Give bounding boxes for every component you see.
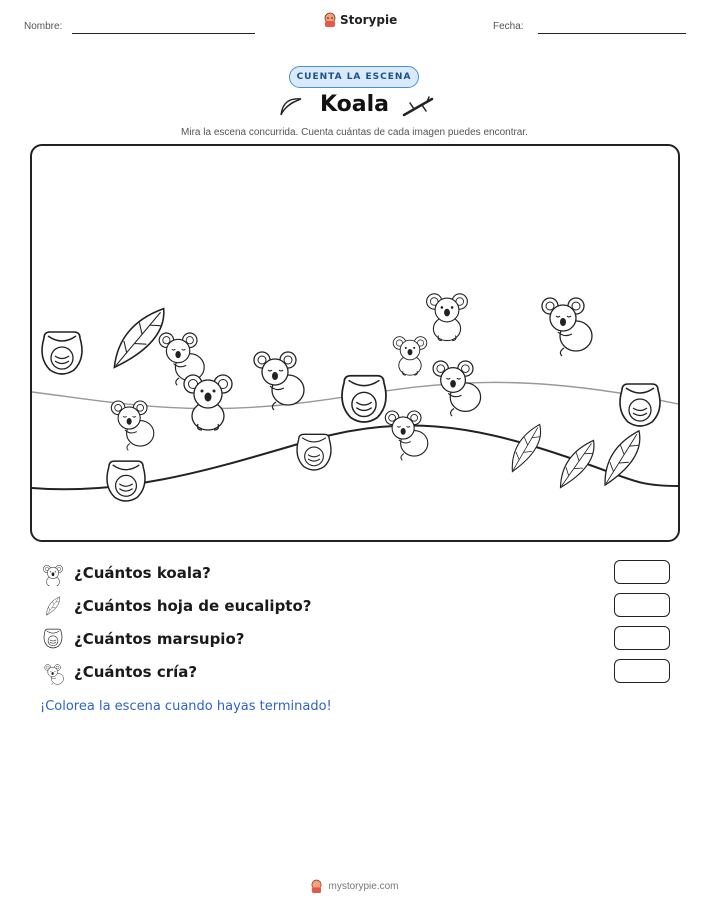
koala-6: [542, 298, 592, 356]
baby-koala-3: [385, 411, 428, 460]
koala-4: [427, 294, 468, 341]
question-text: ¿Cuántos koala?: [74, 564, 211, 582]
koala-3: [254, 352, 304, 410]
leaf-4: [597, 426, 648, 491]
footer: [0, 879, 709, 894]
answer-box-baby-koala[interactable]: [614, 659, 670, 683]
answer-box-pouch[interactable]: [614, 626, 670, 650]
branch-title-icon: [402, 95, 434, 119]
coloring-instruction: ¡Colorea la escena cuando hayas terminado!: [40, 699, 332, 714]
leaf-3: [553, 435, 601, 493]
baby-koala-2: [393, 337, 427, 376]
brand-logo: [323, 12, 397, 28]
name-field[interactable]: [72, 33, 255, 34]
brand-name: Storypie: [340, 13, 398, 27]
pouch-4: [107, 461, 145, 501]
eucalyptus-leaf-icon: [40, 593, 66, 619]
busy-scene: [30, 144, 680, 542]
instructions: Mira la escena concurrida. Cuenta cuántas de cada imagen puedes encontrar.: [181, 127, 528, 138]
question-koala: [40, 560, 670, 586]
pouch-2: [342, 376, 386, 422]
answer-box-koala[interactable]: [614, 560, 670, 584]
pouch-1: [42, 332, 82, 374]
activity-badge: CUENTA LA ESCENA: [289, 66, 419, 88]
pouch-5: [620, 384, 660, 426]
page-title: Koala: [319, 92, 389, 117]
koala-icon: [40, 560, 66, 586]
date-label: Fecha:: [493, 21, 524, 32]
date-field[interactable]: [538, 33, 686, 34]
question-eucalyptus-leaf: [40, 593, 670, 619]
baby-koala-1: [111, 401, 154, 450]
pouch-icon: [40, 626, 66, 652]
scene-illustration: [32, 146, 678, 540]
question-baby-koala: [40, 659, 670, 685]
storypie-footer-icon: [310, 879, 323, 894]
answer-box-eucalyptus-leaf[interactable]: [614, 593, 670, 617]
storypie-logo-icon: [323, 12, 337, 28]
question-text: ¿Cuántos marsupio?: [74, 630, 245, 648]
baby-koala-icon: [40, 659, 66, 685]
question-text: ¿Cuántos hoja de eucalipto?: [74, 597, 312, 615]
name-label: Nombre:: [24, 21, 63, 32]
question-pouch: [40, 626, 670, 652]
pouch-3: [297, 434, 331, 470]
question-text: ¿Cuántos cría?: [74, 663, 198, 681]
koala-2: [184, 375, 232, 430]
footer-url[interactable]: mystorypie.com: [328, 881, 399, 892]
koala-5: [433, 361, 481, 416]
